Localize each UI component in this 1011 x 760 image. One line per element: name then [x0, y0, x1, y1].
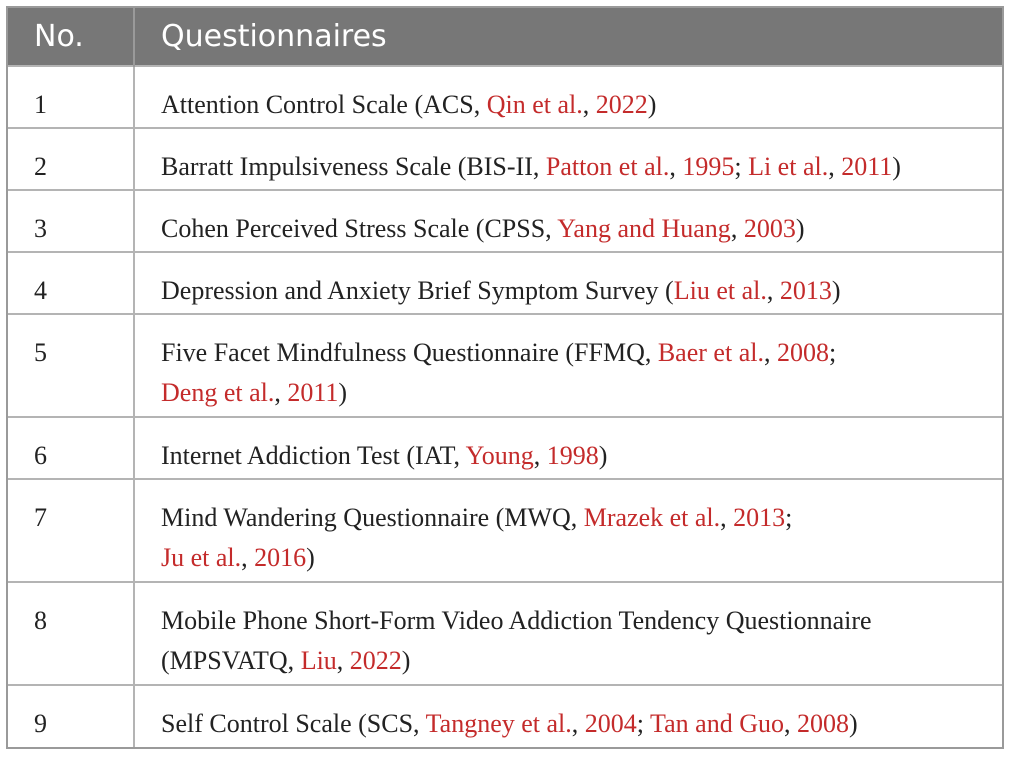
citation-link[interactable]: 2022	[595, 90, 648, 119]
questionnaire-text: Five Facet Mindfulness Questionnaire (FFMQ,	[161, 338, 658, 367]
citation-link[interactable]: Qin et al.	[486, 90, 583, 119]
questionnaire-cell	[134, 128, 1002, 190]
citation-link[interactable]: 2013	[733, 503, 786, 532]
questionnaire-cell	[134, 190, 1002, 252]
questionnaire-text: Cohen Perceived Stress Scale (CPSS,	[161, 214, 558, 243]
questionnaire-text: Self Control Scale (SCS,	[161, 709, 426, 738]
questionnaire-cell	[134, 479, 1002, 582]
citation-link[interactable]: Deng et al.	[161, 378, 275, 407]
questionnaire-text: ,	[571, 709, 585, 738]
questionnaire-text: Mobile Phone Short-Form Video Addiction Tendency Questionnaire	[161, 606, 872, 635]
questionnaire-text: )	[892, 152, 901, 181]
row-number: 4	[8, 252, 134, 314]
questionnaire-text: ,	[783, 709, 797, 738]
citation-link[interactable]: Patton et al.	[545, 152, 670, 181]
table-header-row	[8, 8, 1002, 66]
row-number: 8	[8, 582, 134, 685]
citation-link[interactable]: Yang and Huang	[557, 214, 731, 243]
questionnaire-line	[161, 601, 992, 641]
row-number: 9	[8, 685, 134, 747]
questionnaire-cell	[134, 314, 1002, 417]
citation-link[interactable]: 2003	[743, 214, 796, 243]
table-row	[8, 128, 1002, 190]
questionnaire-text: ,	[274, 378, 288, 407]
header-questionnaires: Questionnaires	[134, 8, 1002, 66]
questionnaire-line	[161, 538, 992, 578]
questionnaire-text: )	[598, 441, 608, 470]
table-row	[8, 314, 1002, 417]
citation-link[interactable]: 2022	[349, 646, 402, 675]
table-row	[8, 417, 1002, 479]
questionnaire-text: ;	[785, 503, 793, 532]
questionnaire-text: )	[848, 709, 858, 738]
questionnaire-text: Barratt Impulsiveness Scale (BIS-II,	[161, 152, 546, 181]
questionnaire-text: )	[401, 646, 411, 675]
row-number: 2	[8, 128, 134, 190]
citation-link[interactable]: Baer et al.	[657, 338, 764, 367]
questionnaire-line	[161, 704, 992, 744]
questionnaire-text: ,	[720, 503, 734, 532]
questionnaire-text: )	[795, 214, 805, 243]
table-row	[8, 66, 1002, 128]
citation-link[interactable]: 2004	[584, 709, 637, 738]
header-no: No.	[8, 8, 134, 66]
citation-link[interactable]: Li et al.	[748, 152, 829, 181]
questionnaire-text: Depression and Anxiety Brief Symptom Survey (	[161, 276, 674, 305]
citation-link[interactable]: Tan and Guo	[650, 709, 784, 738]
questionnaire-line	[161, 147, 992, 187]
citation-link[interactable]: 2016	[254, 543, 307, 572]
citation-link[interactable]: Liu	[300, 646, 337, 675]
citation-link[interactable]: 2011	[841, 152, 893, 181]
citation-link[interactable]: 1995	[682, 152, 735, 181]
row-number: 5	[8, 314, 134, 417]
questionnaire-cell	[134, 417, 1002, 479]
citation-link[interactable]: 2013	[779, 276, 832, 305]
questionnaire-text: ,	[763, 338, 777, 367]
table-row	[8, 685, 1002, 747]
questionnaire-text: Attention Control Scale (ACS,	[161, 90, 487, 119]
citation-link[interactable]: 2008	[776, 338, 829, 367]
questionnaire-cell	[134, 66, 1002, 128]
citation-link[interactable]: 2011	[287, 378, 339, 407]
questionnaire-text: ,	[730, 214, 744, 243]
questionnaire-line	[161, 498, 992, 538]
citation-link[interactable]: Liu et al.	[673, 276, 767, 305]
questionnaire-text: ,	[582, 90, 596, 119]
questionnaire-text: Internet Addiction Test (IAT,	[161, 441, 466, 470]
citation-link[interactable]: 1998	[546, 441, 599, 470]
questionnaire-cell	[134, 252, 1002, 314]
table-body	[8, 66, 1002, 747]
table-row	[8, 252, 1002, 314]
questionnaire-text: ,	[766, 276, 780, 305]
citation-link[interactable]: Mrazek et al.	[583, 503, 721, 532]
questionnaire-cell	[134, 582, 1002, 685]
questionnaire-text: )	[831, 276, 841, 305]
row-number: 3	[8, 190, 134, 252]
questionnaire-text: )	[306, 543, 315, 572]
row-number: 7	[8, 479, 134, 582]
citation-link[interactable]: 2008	[796, 709, 849, 738]
questionnaire-text: ,	[533, 441, 547, 470]
citation-link[interactable]: Tangney et al.	[425, 709, 572, 738]
questionnaire-text: ,	[336, 646, 350, 675]
table-row	[8, 190, 1002, 252]
table-row	[8, 479, 1002, 582]
questionnaire-line	[161, 373, 992, 413]
questionnaire-text: ,	[241, 543, 255, 572]
questionnaire-line	[161, 436, 992, 476]
questionnaire-text: )	[338, 378, 348, 407]
questionnaire-text: ,	[828, 152, 842, 181]
questionnaire-line	[161, 271, 992, 311]
questionnaire-line	[161, 209, 992, 249]
questionnaire-line	[161, 85, 992, 125]
row-number: 6	[8, 417, 134, 479]
questionnaire-table	[6, 6, 1004, 749]
questionnaire-text: ,	[669, 152, 683, 181]
questionnaire-line	[161, 333, 992, 373]
questionnaire-text: (MPSVATQ,	[161, 646, 301, 675]
questionnaire-text: ;	[636, 709, 651, 738]
row-number: 1	[8, 66, 134, 128]
citation-link[interactable]: Ju et al.	[161, 543, 242, 572]
citation-link[interactable]: Young	[465, 441, 534, 470]
table-row	[8, 582, 1002, 685]
questionnaire-line	[161, 641, 992, 681]
questionnaire-text: ;	[734, 152, 749, 181]
questionnaire-text: Mind Wandering Questionnaire (MWQ,	[161, 503, 584, 532]
questionnaire-text: ;	[828, 338, 837, 367]
questionnaire-cell	[134, 685, 1002, 747]
questionnaire-text: )	[647, 90, 657, 119]
